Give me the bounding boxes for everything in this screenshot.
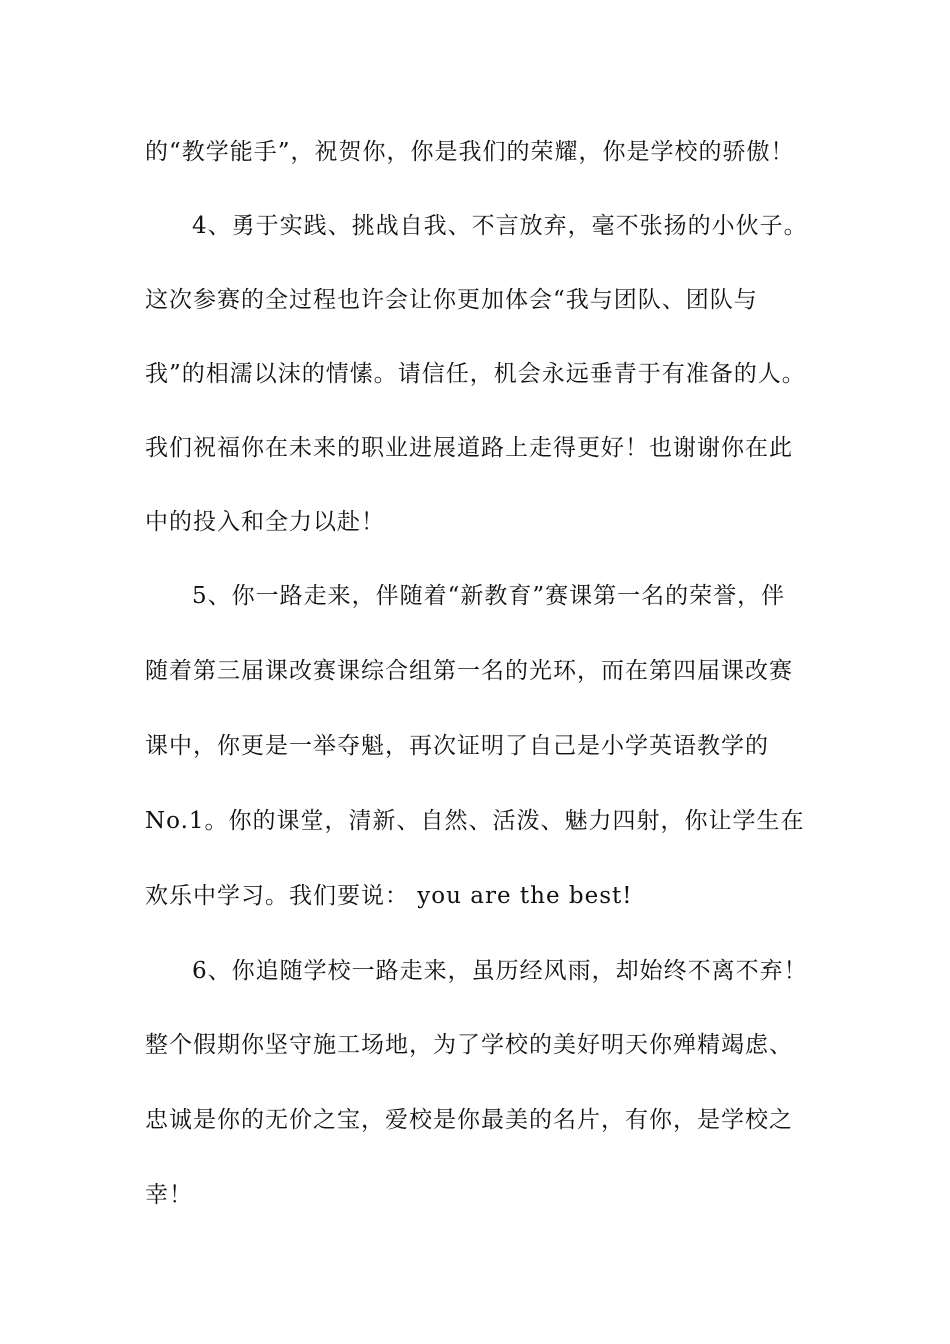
text-line: 幸！	[145, 1182, 193, 1208]
text-line: 的“教学能手”，祝贺你，你是我们的荣耀，你是学校的骄傲！	[145, 139, 795, 165]
text-line: 课中，你更是一举夺魁，再次证明了自己是小学英语教学的	[145, 733, 769, 759]
text-line: 这次参赛的全过程也许会让你更加体会“我与团队、团队与	[145, 287, 758, 313]
paragraph-6-first-line: 6、你追随学校一路走来，虽历经风雨，却始终不离不弃！	[192, 958, 808, 984]
text-line: 整个假期你坚守施工场地，为了学校的美好明天你殚精竭虑、	[145, 1032, 793, 1058]
paragraph-4-first-line: 4、勇于实践、挑战自我、不言放弃，毫不张扬的小伙子。	[192, 213, 808, 239]
text-line: 中的投入和全力以赴！	[145, 509, 385, 535]
paragraph-5-first-line: 5、你一路走来，伴随着“新教育”赛课第一名的荣誉，伴	[192, 583, 786, 609]
text-line: 忠诚是你的无价之宝，爱校是你最美的名片，有你，是学校之	[145, 1107, 793, 1133]
text-line: 欢乐中学习。我们要说： you are the best!	[145, 883, 633, 909]
text-line: 我们祝福你在未来的职业进展道路上走得更好！也谢谢你在此	[145, 435, 793, 461]
text-line: No.1。你的课堂，清新、自然、活泼、魅力四射，你让学生在	[145, 808, 805, 834]
text-line: 随着第三届课改赛课综合组第一名的光环，而在第四届课改赛	[145, 658, 793, 684]
text-line: 我”的相濡以沫的情愫。请信任，机会永远垂青于有准备的人。	[145, 361, 806, 387]
